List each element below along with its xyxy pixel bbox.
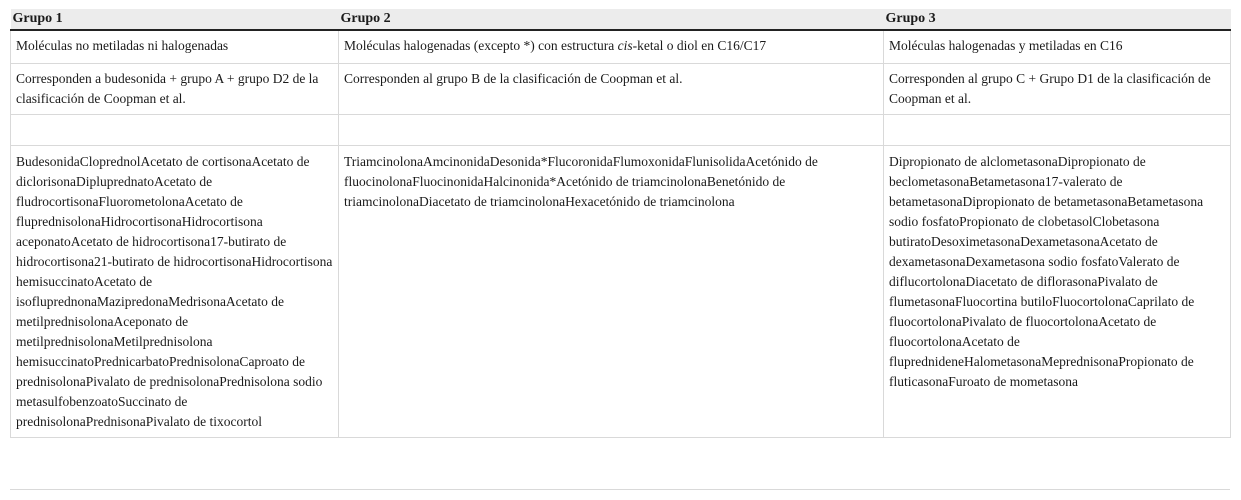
table-row-description — [11, 30, 1231, 64]
cell-grupo-2-description-start: Moléculas halogenadas (excepto *) con estructura — [344, 38, 618, 53]
cell-grupo-1-description: Moléculas no metiladas ni halogenadas — [11, 30, 339, 64]
cell-grupo-3-coopman: Corresponden al grupo C + Grupo D1 de la clasificación de Coopman et al. — [884, 64, 1231, 115]
cell-grupo-2-description-italic: cis — [617, 38, 633, 53]
table-row-empty — [11, 115, 1231, 146]
table-row-coopman — [11, 64, 1231, 115]
cell-grupo-2-empty — [339, 115, 884, 146]
header-grupo-3: Grupo 3 — [884, 9, 1231, 30]
table-bottom-border — [10, 489, 1230, 490]
table-header-row — [11, 9, 1231, 30]
table-row-molecules — [11, 146, 1231, 438]
cell-grupo-2-description — [339, 30, 884, 64]
cell-grupo-3-empty — [884, 115, 1231, 146]
cell-grupo-2-coopman: Corresponden al grupo B de la clasificación de Coopman et al. — [339, 64, 884, 115]
cell-grupo-1-coopman: Corresponden a budesonida + grupo A + grupo D2 de la clasificación de Coopman et al. — [11, 64, 339, 115]
cell-grupo-1-molecules: BudesonidaCloprednolAcetato de cortisonaAcetato de diclorisonaDipluprednatoAcetato de fludrocortisonaFluorometolonaAcetato de fluprednisolonaHidrocortisonaHidrocortisona aceponatoAcetato de hidrocortisona17-butirato de hidrocortisona21-butirato de hidrocortisonaHidrocortisona hemisuccinatoAcetato de isofluprednonaMazipredonaMedrisonaAcetato de metilprednisolonaAceponato de metilprednisolonaMetilprednisolona hemisuccinatoPrednicarbatoPrednisolonaCaproato de prednisolonaPivalato de prednisolonaPrednisolona sodio metasulfobenzoatoSuccinato de prednisolonaPrednisonaPivalato de tixocortol — [11, 146, 339, 438]
cell-grupo-2-description-end: -ketal o diol en C16/C17 — [632, 38, 767, 53]
corticosteroid-groups-table — [10, 9, 1231, 438]
header-grupo-2: Grupo 2 — [339, 9, 884, 30]
cell-grupo-3-molecules: Dipropionato de alclometasonaDipropionato de beclometasonaBetametasona17-valerato de betametasonaDipropionato de betametasonaBetametasona sodio fosfatoPropionato de clobetasolClobetasona butiratoDesoximetasonaDexametasonaAcetato de dexametasonaDexametasona sodio fosfatoValerato de diflucortolonaDiacetato de diflorasonaPivalato de flumetasonaFluocortina butiloFluocortolonaCaprilato de fluocortolonaPivalato de fluocortolonaAcetato de fluocortolonaAcetato de fluprednideneHalometasonaMeprednisonaPropionato de fluticasonaFuroato de mometasona — [884, 146, 1231, 438]
header-grupo-1: Grupo 1 — [11, 9, 339, 30]
cell-grupo-3-description: Moléculas halogenadas y metiladas en C16 — [884, 30, 1231, 64]
cell-grupo-2-molecules: TriamcinolonaAmcinonidaDesonida*FlucoronidaFlumoxonidaFlunisolidaAcetónido de fluocinolonaFluocinonidaHalcinonida*Acetónido de triamcinolonaBenetónido de triamcinolonaDiacetato de triamcinolonaHexacetónido de triamcinolona — [339, 146, 884, 438]
cell-grupo-1-empty — [11, 115, 339, 146]
